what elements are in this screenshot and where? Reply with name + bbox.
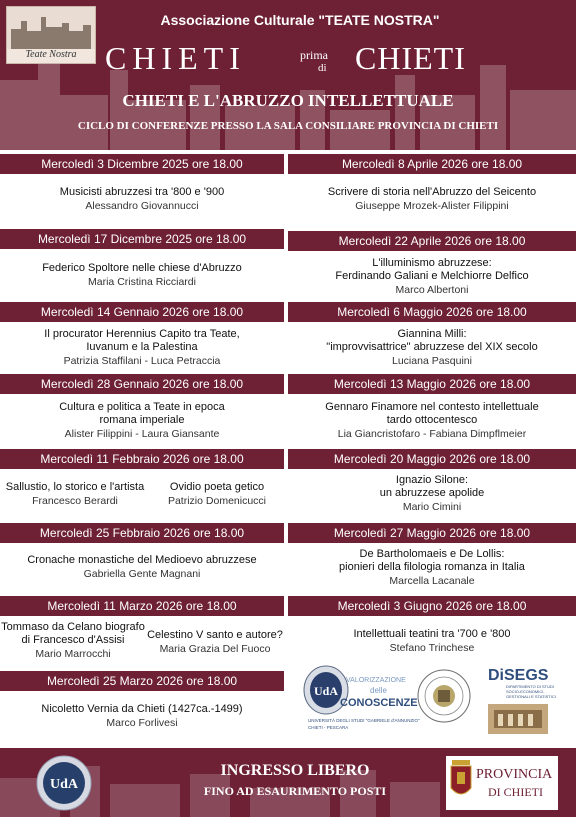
uda-seal-icon bbox=[34, 754, 94, 812]
event-title-line1: Cultura e politica a Teate in epoca bbox=[59, 401, 225, 413]
date-bar: Mercoledì 11 Febbraio 2026 ore 18.00 bbox=[0, 449, 284, 469]
badge-label: Teate Nostra bbox=[25, 49, 77, 60]
univ-line1: UNIVERSITÀ DEGLI STUDI "GABRIELE d'ANNUNZIO" bbox=[308, 718, 420, 723]
event-title-line1: Giannina Milli: bbox=[397, 328, 467, 340]
event-speakers: Gabriella Gente Magnani bbox=[83, 568, 201, 580]
valorizz-line3: CONOSCENZE bbox=[340, 697, 418, 709]
event-speakers: Marcella Lacanale bbox=[389, 575, 475, 587]
title-di: di bbox=[318, 62, 327, 74]
date-bar: Mercoledì 11 Marzo 2026 ore 18.00 bbox=[0, 596, 284, 616]
event-title: Ovidio poeta getico bbox=[169, 481, 265, 493]
event-speakers: Maria Grazia Del Fuoco bbox=[159, 643, 271, 655]
provincia-chieti-logo bbox=[446, 756, 558, 810]
event-title-line1: L'illuminismo abruzzese: bbox=[372, 257, 492, 269]
event-speakers: Mario Marrocchi bbox=[35, 648, 111, 660]
date-bar: Mercoledì 27 Maggio 2026 ore 18.00 bbox=[288, 523, 576, 543]
event-title: Scrivere di storia nell'Abruzzo del Seicento bbox=[327, 186, 537, 198]
cycle-caption: CICLO DI CONFERENZE PRESSO LA SALA CONSILIARE PROVINCIA DI CHIETI bbox=[77, 120, 499, 132]
disegs-sub3: GESTIONALI E STATISTICI bbox=[506, 694, 556, 699]
availability-note: FINO AD ESAURIMENTO POSTI bbox=[203, 784, 387, 798]
event-title: Nicoletto Vernia da Chieti (1427ca.-1499) bbox=[41, 703, 243, 715]
event-title-line2: tardo ottocentesco bbox=[386, 414, 478, 426]
free-entry-label: INGRESSO LIBERO bbox=[220, 762, 370, 779]
event-speakers: Stefano Trinchese bbox=[389, 642, 475, 654]
event-title-line2: romana imperiale bbox=[99, 414, 185, 426]
event-title: Celestino V santo e autore? bbox=[147, 629, 283, 641]
association-name: Associazione Culturale "TEATE NOSTRA" bbox=[160, 12, 440, 28]
date-bar: Mercoledì 14 Gennaio 2026 ore 18.00 bbox=[0, 302, 284, 322]
event-speakers: Luciana Pasquini bbox=[392, 355, 472, 367]
date-bar: Mercoledì 25 Marzo 2026 ore 18.00 bbox=[0, 671, 284, 691]
event-title: Sallustio, lo storico e l'artista bbox=[5, 481, 145, 493]
event-title-line1: Il procurator Herennius Capito tra Teate, bbox=[44, 328, 240, 340]
academy-seal-icon bbox=[418, 670, 470, 722]
event-speakers: Maria Cristina Ricciardi bbox=[88, 276, 196, 288]
event-entry bbox=[288, 628, 576, 655]
event-speakers: Patrizio Domenicucci bbox=[167, 495, 267, 507]
event-entry bbox=[0, 186, 284, 213]
event-speakers: Marco Albertoni bbox=[395, 284, 469, 296]
event-speakers: Alister Filippini - Laura Giansante bbox=[64, 428, 220, 440]
date-bar: Mercoledì 3 Giugno 2026 ore 18.00 bbox=[288, 596, 576, 616]
title-left: CHIETI bbox=[105, 40, 246, 76]
event-speakers: Giuseppe Mrozek-Alister Filippini bbox=[355, 200, 509, 212]
title-prima: prima bbox=[300, 48, 328, 62]
event-entry bbox=[288, 401, 576, 441]
date-bar: Mercoledì 28 Gennaio 2026 ore 18.00 bbox=[0, 374, 284, 394]
event-speakers: Francesco Berardi bbox=[32, 495, 118, 507]
event-title-line2: pionieri della filologia romanza in Italia bbox=[339, 561, 525, 573]
event-entry bbox=[288, 257, 576, 297]
provincia-logo-graphic bbox=[446, 756, 558, 810]
event-title-line1: Gennaro Finamore nel contesto intellettuale bbox=[325, 401, 539, 413]
uda-seal-text: UdA bbox=[49, 777, 79, 792]
date-bar: Mercoledì 6 Maggio 2026 ore 18.00 bbox=[288, 302, 576, 322]
event-title: Intellettuali teatini tra '700 e '800 bbox=[353, 628, 511, 640]
event-speakers: Alessandro Giovannucci bbox=[85, 200, 199, 212]
event-title-line2: un abruzzese apolide bbox=[379, 487, 485, 499]
valorizz-line2: delle bbox=[370, 686, 387, 695]
event-title-line2: di Francesco d'Assisi bbox=[21, 634, 125, 646]
provincia-di-chieti: DI CHIETI bbox=[488, 785, 543, 799]
event-title-line1: De Bartholomaeis e De Lollis: bbox=[359, 548, 505, 560]
event-speakers: Lia Giancristofaro - Fabiana Dimpflmeier bbox=[337, 428, 527, 440]
disegs-logo bbox=[488, 667, 556, 734]
event-title-line1: Tommaso da Celano biografo bbox=[1, 621, 145, 633]
event-entry bbox=[0, 328, 284, 368]
event-entry bbox=[288, 548, 576, 588]
partner-logos-graphic bbox=[288, 660, 576, 748]
footer-banner bbox=[0, 748, 576, 817]
event-entry bbox=[146, 629, 284, 656]
date-bar: Mercoledì 8 Aprile 2026 ore 18.00 bbox=[288, 154, 576, 174]
event-title-line2: "improvvisattrice" abruzzese del XIX secolo bbox=[326, 341, 538, 353]
event-title: Musicisti abruzzesi tra '800 e '900 bbox=[59, 186, 225, 198]
uda-logo-text: UdA bbox=[313, 684, 339, 698]
partner-logos bbox=[288, 660, 576, 748]
teate-nostra-badge bbox=[6, 6, 96, 64]
event-title: Federico Spoltore nelle chiese d'Abruzzo bbox=[42, 262, 242, 274]
date-bar: Mercoledì 13 Maggio 2026 ore 18.00 bbox=[288, 374, 576, 394]
date-bar: Mercoledì 17 Dicembre 2025 ore 18.00 bbox=[0, 229, 284, 249]
event-entry bbox=[0, 401, 284, 441]
date-bar: Mercoledì 3 Dicembre 2025 ore 18.00 bbox=[0, 154, 284, 174]
event-entry bbox=[0, 554, 284, 581]
event-entry bbox=[150, 481, 284, 508]
event-entry bbox=[0, 621, 146, 661]
event-title-line2: Ferdinando Galiani e Melchiorre Delfico bbox=[335, 270, 529, 282]
event-entry bbox=[288, 328, 576, 368]
date-bar: Mercoledì 25 Febbraio 2026 ore 18.00 bbox=[0, 523, 284, 543]
event-entry bbox=[0, 262, 284, 289]
event-title-line1: Ignazio Silone: bbox=[395, 474, 469, 486]
disegs-sub1: DIPARTIMENTO DI STUDI bbox=[506, 684, 555, 689]
valorizz-line1: VALORIZZAZIONE bbox=[346, 677, 406, 684]
date-bar: Mercoledì 20 Maggio 2026 ore 18.00 bbox=[288, 449, 576, 469]
event-title-line2: Iuvanum e la Palestina bbox=[86, 341, 198, 353]
event-title: Cronache monastiche del Medioevo abruzzese bbox=[27, 554, 257, 566]
event-speakers: Patrizia Staffilani - Luca Petraccia bbox=[63, 355, 221, 367]
header-banner bbox=[0, 0, 576, 150]
event-entry bbox=[288, 474, 576, 514]
event-entry bbox=[0, 703, 284, 730]
univ-line2: CHIETI - PESCARA bbox=[308, 725, 349, 730]
event-entry bbox=[0, 481, 150, 508]
disegs-title: DiSEGS bbox=[488, 667, 549, 684]
event-entry bbox=[288, 186, 576, 213]
disegs-sub2: SOCIO-ECONOMICI, bbox=[506, 689, 545, 694]
badge-skyline-icon bbox=[7, 7, 95, 49]
event-speakers: Mario Cimini bbox=[402, 501, 462, 513]
title-right: CHIETI bbox=[355, 40, 466, 76]
coat-of-arms-icon bbox=[451, 760, 471, 794]
subtitle: CHIETI E L'ABRUZZO INTELLETTUALE bbox=[122, 91, 454, 110]
provincia-text: PROVINCIA bbox=[476, 767, 553, 782]
date-bar: Mercoledì 22 Aprile 2026 ore 18.00 bbox=[288, 231, 576, 251]
event-speakers: Marco Forlivesi bbox=[106, 717, 178, 729]
